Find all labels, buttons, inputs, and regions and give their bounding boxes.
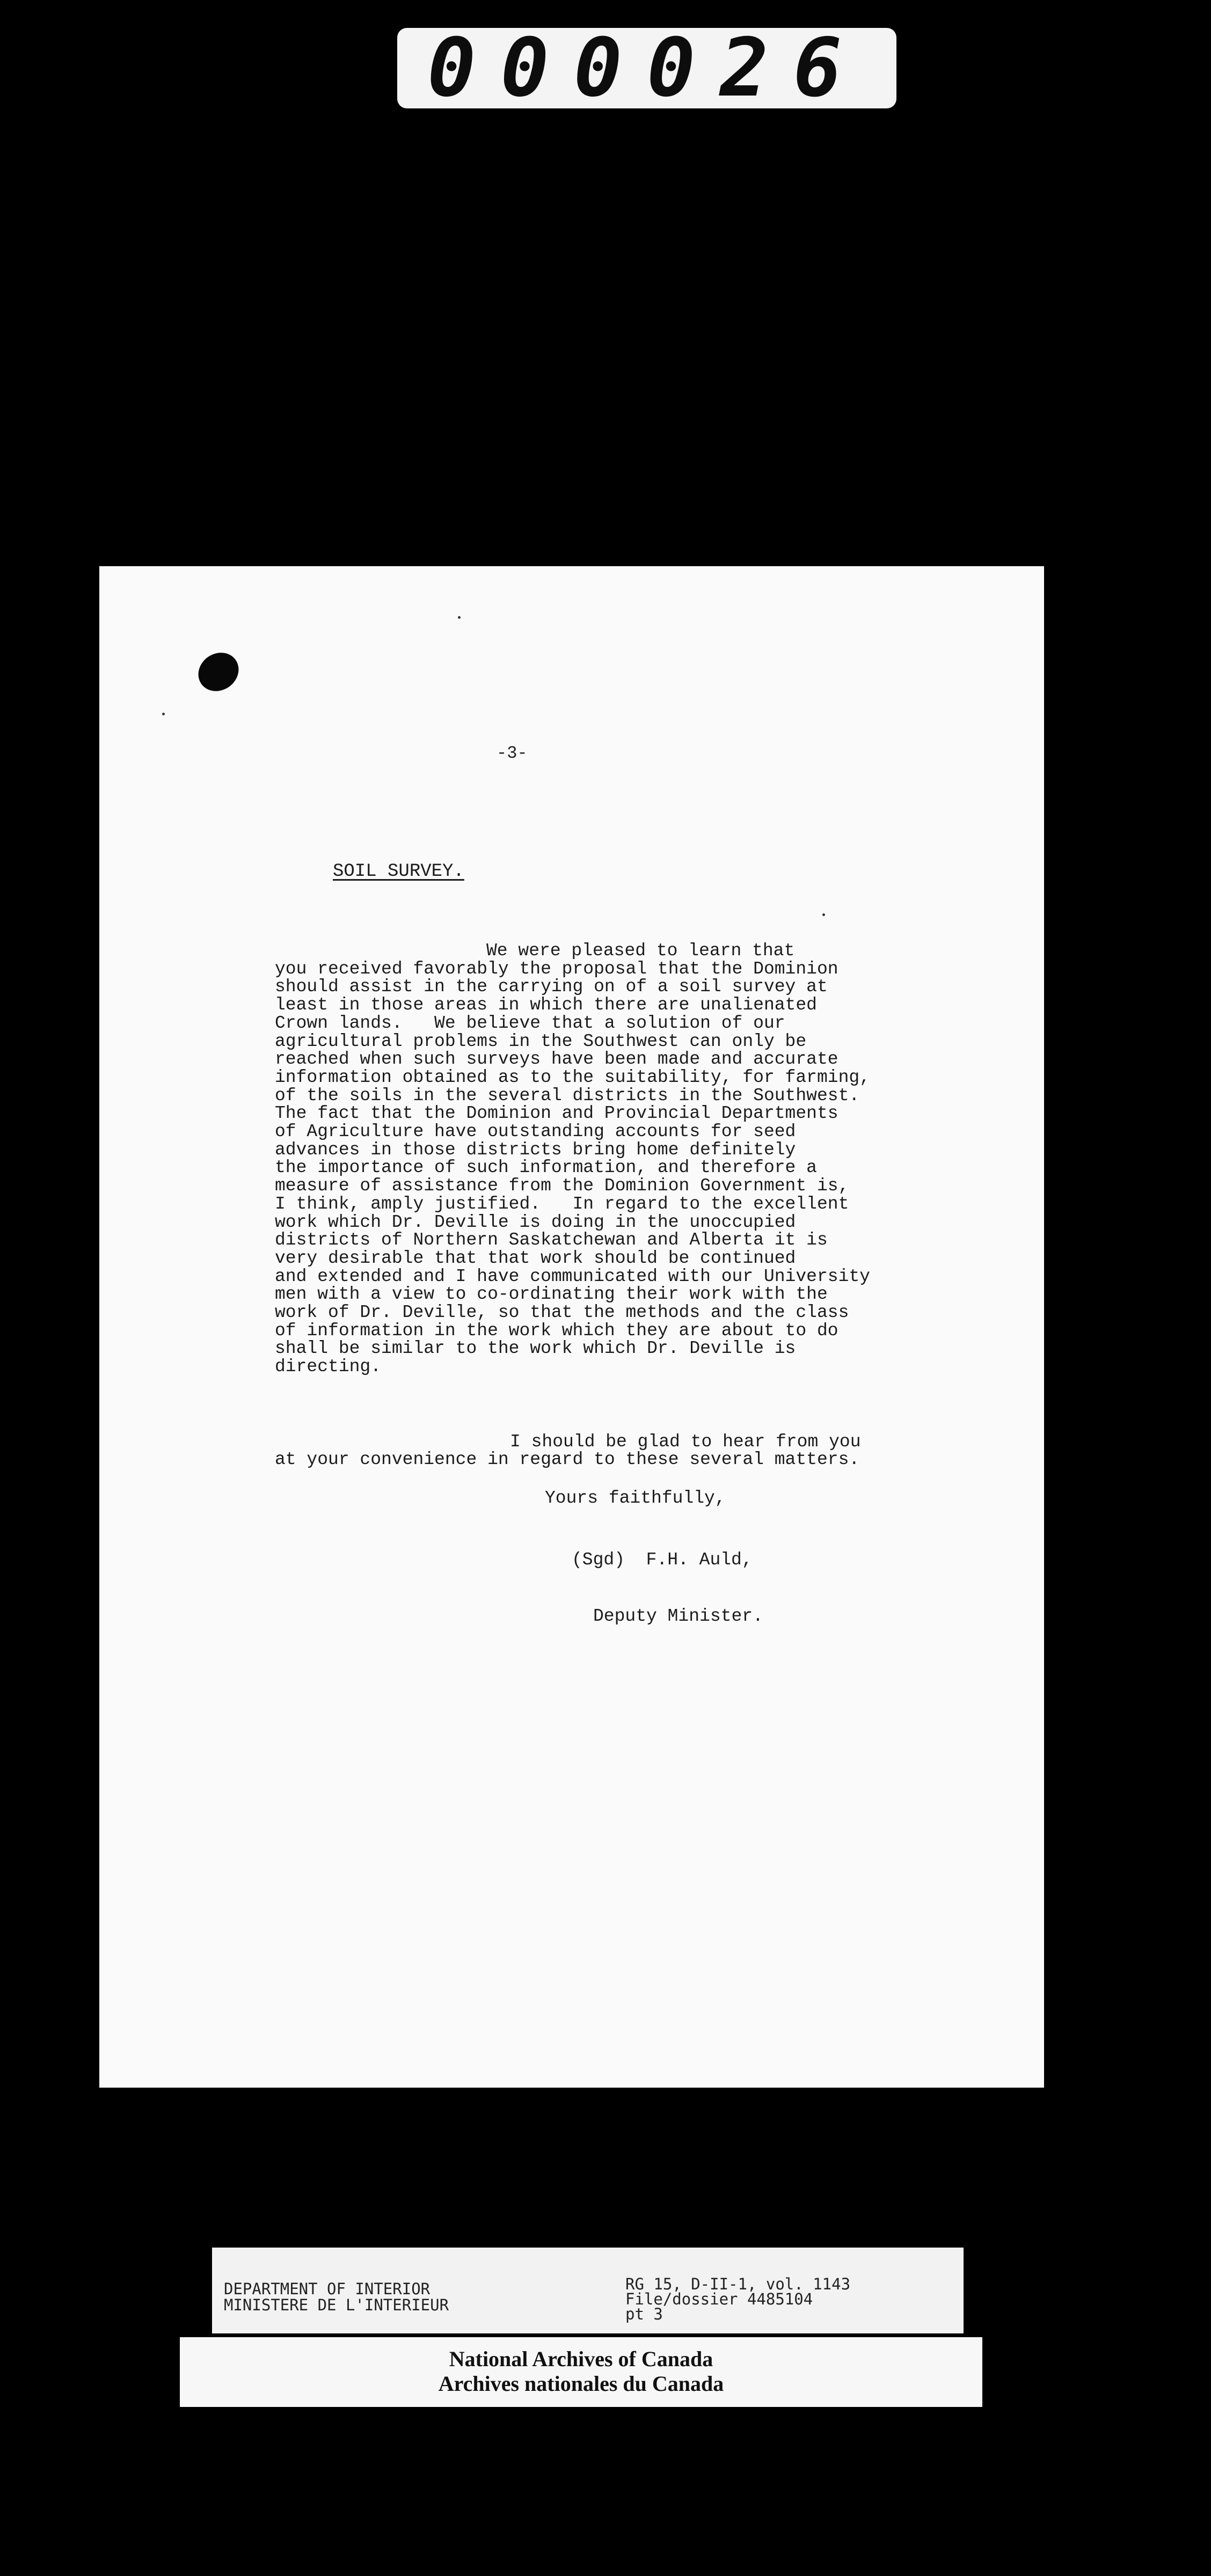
paper-speck [458,616,461,619]
letter-line: information obtained as to the suitability, for farming, [275,1067,870,1087]
letter-line: and extended and I have communicated with our University [275,1266,870,1286]
letter-line: Yours faithfully, [545,1488,726,1508]
letter-line: agricultural problems in the Southwest can only be [275,1031,807,1051]
letter-line: Deputy Minister. [593,1606,763,1626]
letter-line: I think, amply justified. In regard to the excellent [275,1194,849,1214]
letter-line: shall be similar to the work which Dr. Deville is [275,1338,796,1359]
letter-line: you received favorably the proposal that the Dominion [275,958,838,979]
letter-line: at your convenience in regard to these several matters. [275,1450,860,1469]
letter-line: We were pleased to learn that [486,941,795,961]
department-fr: MINISTERE DE L'INTERIEUR [224,2296,449,2314]
letter-line: the importance of such information, and therefore a [275,1158,817,1178]
letter-line: districts of Northern Saskatchewan and Alberta it is [275,1230,828,1250]
letter-line: (Sgd) F.H. Auld, [572,1550,753,1570]
section-heading: SOIL SURVEY. [333,861,464,882]
letter-line: The fact that the Dominion and Provincial Departments [275,1103,838,1124]
department-en: DEPARTMENT OF INTERIOR [224,2280,431,2298]
letter-line: I should be glad to hear from you [510,1432,861,1452]
reference-line-3: pt 3 [625,2305,663,2323]
reference-line-2: File/dossier 4485104 [625,2290,813,2308]
department-names [224,2281,449,2313]
archives-name-en: National Archives of Canada [449,2347,713,2371]
letter-line: measure of assistance from the Dominion Government is, [275,1176,849,1196]
page-number: -3- [497,743,528,763]
letter-line: work of Dr. Deville, so that the methods and the class [275,1302,849,1322]
letter-line: Crown lands. We believe that a solution of our [275,1013,785,1033]
letter-line: advances in those districts bring home definitely [275,1139,796,1160]
paper-speck [162,713,165,715]
letter-line: of the soils in the several districts in the Southwest. [275,1085,860,1106]
reference-line-1: RG 15, D-II-1, vol. 1143 [625,2275,851,2293]
paper-speck [822,913,825,916]
letter-line: least in those areas in which there are unalienated [275,995,817,1015]
department-label [212,2248,964,2333]
letter-line: reached when such surveys have been made and accurate [275,1049,838,1070]
letter-line: very desirable that that work should be continued [275,1248,796,1268]
frame-number: 000026 [397,28,896,108]
letter-line: men with a view to co-ordinating their work with the [275,1284,828,1305]
archive-reference [625,2277,850,2322]
letter-line: of Agriculture have outstanding accounts for seed [275,1122,796,1141]
letter-line: directing. [275,1357,382,1377]
letter-line: work which Dr. Deville is doing in the unoccupied [275,1212,796,1232]
letter-line: of information in the work which they are about to do [275,1320,838,1341]
archives-label [180,2337,982,2407]
archives-name-fr: Archives nationales du Canada [438,2372,724,2396]
letter-line: should assist in the carrying on of a soil survey at [275,977,828,997]
